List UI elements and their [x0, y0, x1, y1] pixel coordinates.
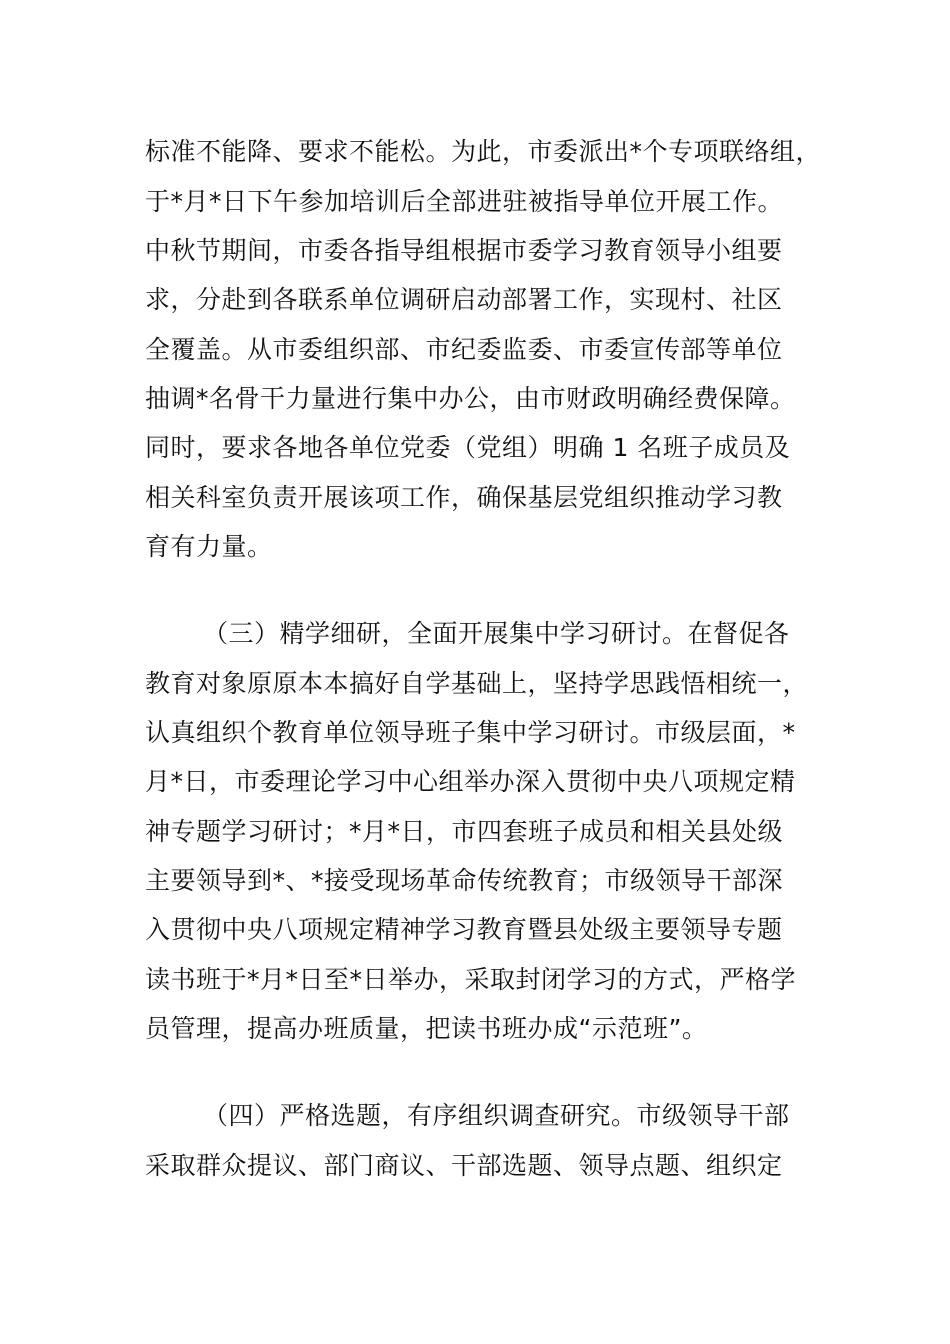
paragraph-1-line-3: 中秋节期间，市委各指导组根据市委学习教育领导小组要 — [145, 236, 783, 265]
paragraph-1-line-2: 于*月*日下午参加培训后全部进驻被指导单位开展工作。 — [145, 187, 784, 216]
paragraph-2-line-5: 神专题学习研讨；*月*日，市四套班子成员和相关县处级 — [145, 817, 784, 846]
paragraph-2-line-7: 入贯彻中央八项规定精神学习教育暨县处级主要领导专题 — [145, 915, 783, 944]
paragraph-1-line-7: 同时，要求各地各单位党委（党组）明确 1 名班子成员及 — [145, 433, 791, 462]
paragraph-3-line-2: 采取群众提议、部门商议、干部选题、领导点题、组织定 — [145, 1151, 783, 1180]
paragraph-2-line-9: 员管理，提高办班质量，把读书班办成“示范班”。 — [145, 1014, 708, 1043]
paragraph-1-line-5: 全覆盖。从市委组织部、市纪委监委、市委宣传部等单位 — [145, 335, 783, 364]
paragraph-2-line-2: 教育对象原原本本搞好自学基础上，坚持学思践悟相统一， — [145, 669, 809, 698]
paragraph-2-line-6: 主要领导到*、*接受现场革命传统教育；市级领导干部深 — [145, 866, 784, 895]
paragraph-1-line-6: 抽调*名骨干力量进行集中办公，由市财政明确经费保障。 — [145, 384, 796, 413]
paragraph-2-line-3: 认真组织个教育单位领导班子集中学习研讨。市级层面，* — [145, 718, 796, 747]
paragraph-1-line-9: 育有力量。 — [145, 532, 273, 561]
paragraph-3-line-1: （四）严格选题，有序组织调查研究。市级领导干部 — [203, 1101, 790, 1130]
paragraph-2-line-8: 读书班于*月*日至*日举办，采取封闭学习的方式，严格学 — [145, 965, 797, 994]
paragraph-1-line-1: 标准不能降、要求不能松。为此，市委派出*个专项联络组， — [145, 137, 822, 166]
paragraph-1-line-4: 求，分赴到各联系单位调研启动部署工作，实现村、社区 — [145, 285, 783, 314]
paragraph-2-line-1: （三）精学细研，全面开展集中学习研讨。在督促各 — [203, 619, 790, 648]
paragraph-1-line-8: 相关科室负责开展该项工作，确保基层党组织推动学习教 — [145, 483, 783, 512]
paragraph-2-line-4: 月*日，市委理论学习中心组举办深入贯彻中央八项规定精 — [145, 767, 796, 796]
